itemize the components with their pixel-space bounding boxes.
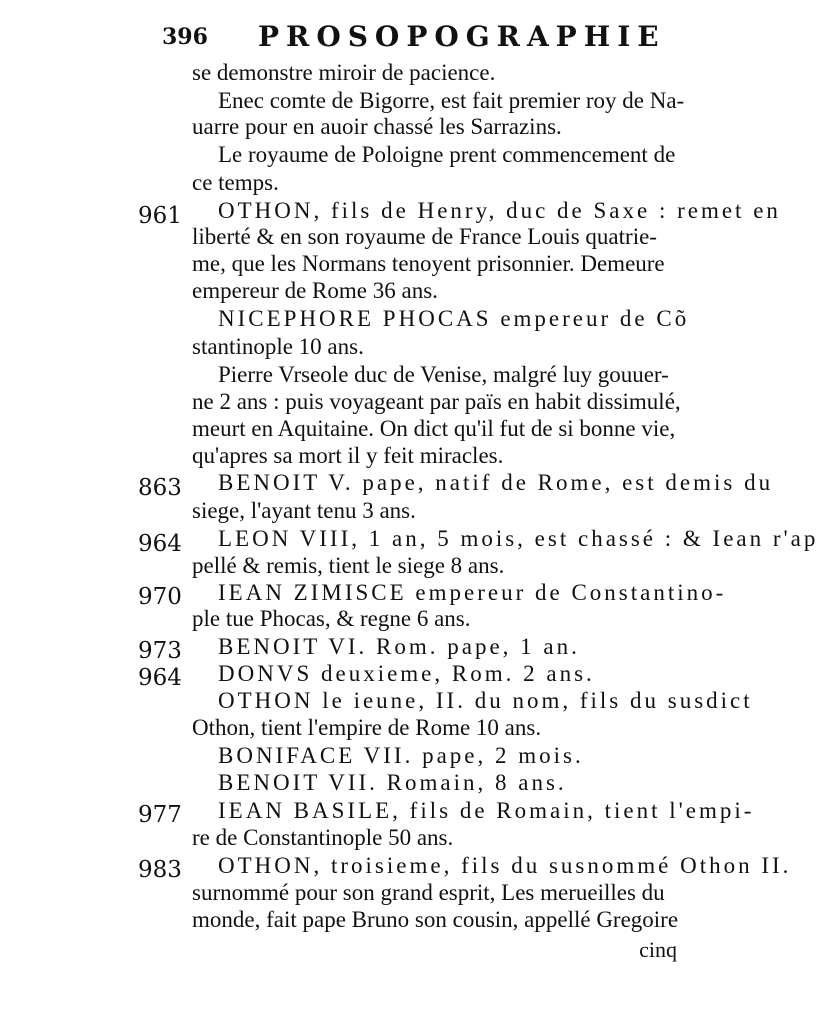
text-line: se demonstre miroir de pacience. [192, 60, 496, 85]
text-line: liberté & en son royaume de France Louis quatrie- [192, 224, 657, 249]
text-line: BENOIT V. pape, natif de Rome, est demis du [218, 470, 774, 495]
text-line: Pierre Vrseole duc de Venise, malgré luy gouuer- [218, 362, 669, 387]
text-line: DONVS deuxieme, Rom. 2 ans. [218, 661, 595, 686]
text-line: BONIFACE VII. pape, 2 mois. [218, 743, 584, 768]
margin-year: 964 [138, 531, 182, 557]
text-line: ce temps. [192, 170, 279, 195]
text-line: meurt en Aquitaine. On dict qu'il fut de si bonne vie, [192, 416, 676, 441]
margin-year: 970 [138, 584, 182, 610]
text-line: uarre pour en auoir chassé les Sarrazins. [192, 114, 562, 139]
text-line: ne 2 ans : puis voyageant par païs en habit dissimulé, [192, 389, 681, 414]
text-line: siege, l'ayant tenu 3 ans. [192, 498, 416, 523]
text-line: NICEPHORE PHOCAS empereur de Cõ [218, 306, 690, 331]
text-line: Othon, tient l'empire de Rome 10 ans. [192, 715, 542, 740]
text-line: Le royaume de Poloigne prent commencement de [218, 142, 676, 167]
text-line: IEAN ZIMISCE empereur de Constantino- [218, 580, 727, 605]
text-line: ple tue Phocas, & regne 6 ans. [192, 606, 471, 631]
page-number: 396 [162, 24, 208, 50]
text-line: OTHON, fils de Henry, duc de Saxe : remet en [218, 198, 781, 223]
text-line: stantinople 10 ans. [192, 334, 364, 359]
text-line: OTHON, troisieme, fils du susnommé Othon II. [218, 853, 792, 878]
catchword: cinq [639, 937, 677, 962]
text-line: pellé & remis, tient le siege 8 ans. [192, 553, 505, 578]
margin-year: 973 [138, 638, 182, 664]
text-line: Enec comte de Bigorre, est fait premier roy de Na- [218, 88, 685, 113]
text-line: empereur de Rome 36 ans. [192, 278, 438, 303]
running-head: PROSOPOGRAPHIE [258, 20, 666, 53]
text-line: BENOIT VII. Romain, 8 ans. [218, 770, 567, 795]
text-line: qu'apres sa mort il y feit miracles. [192, 443, 504, 468]
text-line: OTHON le ieune, II. du nom, fils du susdict [218, 688, 753, 713]
text-line: me, que les Normans tenoyent prisonnier. Demeure [192, 251, 665, 276]
text-line: monde, fait pape Bruno son cousin, appellé Gregoire [192, 907, 679, 932]
margin-year: 863 [138, 475, 182, 501]
text-line: surnommé pour son grand esprit, Les merueilles du [192, 880, 665, 905]
text-line: IEAN BASILE, fils de Romain, tient l'empi- [218, 798, 755, 823]
margin-year: 961 [138, 203, 182, 229]
text-line: re de Constantinople 50 ans. [192, 825, 454, 850]
text-line: LEON VIII, 1 an, 5 mois, est chassé : & Iean r'ap [218, 526, 818, 551]
text-line: BENOIT VI. Rom. pape, 1 an. [218, 634, 580, 659]
margin-year: 977 [138, 802, 182, 828]
margin-year: 964 [138, 665, 182, 691]
margin-year: 983 [138, 857, 182, 883]
